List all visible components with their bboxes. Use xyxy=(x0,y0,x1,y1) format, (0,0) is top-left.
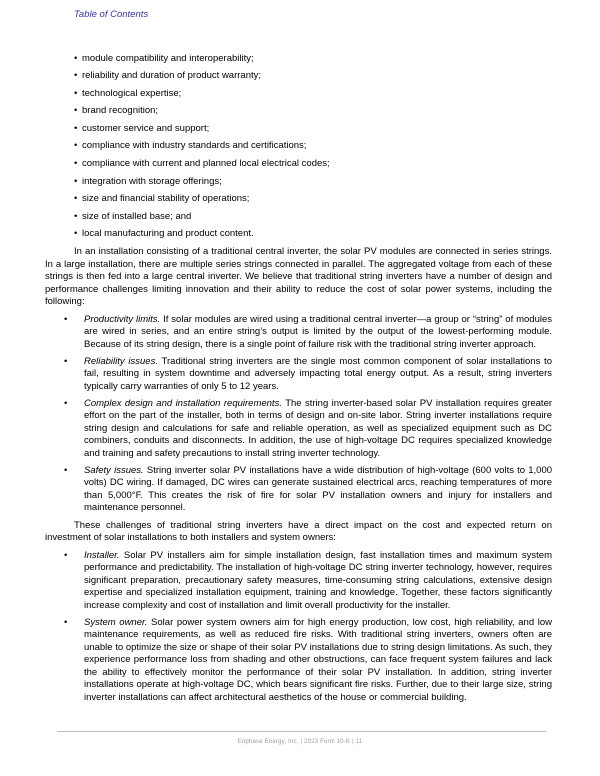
bullet-lead-text: Productivity limits. xyxy=(84,313,161,325)
table-of-contents-link[interactable]: Table of Contents xyxy=(74,9,149,20)
bullet-lead-text: Reliability issues. xyxy=(84,355,158,367)
bullet-body-text: String inverter solar PV installations have a wide distribution of high-voltage (600 volts to 1,000 volts) DC wiring. If damaged, DC wires can generate sustained electrical arcs, reaching temperatures of more than 5,000°F. This creates the risk of fire for solar PV installation owners and injury for installers and maintenance personnel. xyxy=(84,464,553,514)
bullet-lead-text: System owner. xyxy=(84,616,148,628)
bullet-item-text: local manufacturing and product content. xyxy=(82,228,254,240)
bullet-item xyxy=(45,550,552,613)
bullet-item xyxy=(45,228,552,241)
bullet-item-text: module compatibility and interoperability; xyxy=(82,52,254,64)
competitive-factors-list xyxy=(45,53,552,241)
footer-divider xyxy=(57,731,546,732)
bullet-item-text: compliance with industry standards and certifications; xyxy=(82,140,307,152)
bullet-item xyxy=(45,123,552,136)
bullet-item xyxy=(45,398,552,461)
bullet-item-text: size and financial stability of operations; xyxy=(82,193,250,205)
bullet-item-text: compliance with current and planned local electrical codes; xyxy=(82,158,330,170)
bullet-item xyxy=(45,53,552,66)
bullet-item-text: size of installed base; and xyxy=(82,210,192,222)
bullet-body-text: If solar modules are wired using a traditional central inverter—a group or “string” of modules are wired in series, and an entire string’s output is limited by the output of the lowest-performing module. Because of its string design, there is a single point of failure risk with the traditional string inverter approach. xyxy=(84,313,552,350)
bullet-item-text: integration with storage offerings; xyxy=(82,175,222,187)
bullet-lead-text: Complex design and installation requirements. xyxy=(84,397,282,409)
bullet-item xyxy=(45,88,552,101)
bullet-item xyxy=(45,211,552,224)
stakeholders-list xyxy=(45,550,552,705)
bullet-item xyxy=(45,356,552,394)
bullet-item xyxy=(45,465,552,515)
bullet-lead-text: Safety issues. xyxy=(84,464,144,476)
bullet-body-text: Solar PV installers aim for simple installation design, fast installation times and maximum system performance and predictability. The installation of high-voltage DC string inverter technology, however, requires significant preparation, precautionary safety measures, time-consuming string calculations, extensive design expertise and specialized installation equipment, training and knowledge. Together, these factors significantly increase complexity and cost of installation and limit overall productivity for the installer. xyxy=(84,549,552,611)
bullet-item xyxy=(45,176,552,189)
bullet-item xyxy=(45,70,552,83)
bullet-lead-text: Installer. xyxy=(84,549,120,561)
page-content xyxy=(45,9,552,709)
bullet-item-text: brand recognition; xyxy=(82,105,159,117)
bullet-item-text: customer service and support; xyxy=(82,122,210,134)
bullet-body-text: Solar power system owners aim for high energy production, low cost, high reliability, and low maintenance requirements, as well as reduced fire risks. With traditional string inverters, owners often are unable to optimize the size or shape of their solar PV installations due to string design limitations. As such, they experience performance loss from shading and other obstructions, can face frequent system failures and lack the ability to effectively monitor the performance of their solar PV installation. In addition, string inverter installations operate at high-voltage DC, which bears significant fire risks. Further, due to their large size, string inverter installations can affect architectural aesthetics of the house or commercial building. xyxy=(84,616,552,703)
bullet-item xyxy=(45,105,552,118)
bullet-item-text: technological expertise; xyxy=(82,87,182,99)
bullet-item xyxy=(45,193,552,206)
bullet-body-text: Traditional string inverters are the single most common component of solar installations to fail, resulting in system downtime and adversely impacting total energy output. As a result, string inverters typically carry warranties of only 5 to 12 years. xyxy=(84,355,552,392)
paragraph-impact: These challenges of traditional string inverters have a direct impact on the cost and expected return on investment of solar installations to both installers and system owners: xyxy=(45,519,552,544)
challenges-list xyxy=(45,314,552,515)
footer-page-info: Enphase Energy, Inc. | 2023 Form 10-K | 11 xyxy=(237,739,363,745)
bullet-item-text: reliability and duration of product warranty; xyxy=(82,70,262,82)
bullet-item xyxy=(45,314,552,352)
bullet-item xyxy=(45,140,552,153)
bullet-item xyxy=(45,158,552,171)
bullet-body-text: The string inverter-based solar PV installation requires greater effort on the part of the installer, both in terms of design and on-site labor. String inverter installations require string design and calculations for safe and reliable operation, as well as specialized equipment such as DC combiners, conduits and disconnects. In addition, the use of high-voltage DC requires specialized knowledge and training and safety precautions to install string inverter technology. xyxy=(84,397,553,459)
paragraph-central-inverter: In an installation consisting of a traditional central inverter, the solar PV modules are connected in series strings. In a large installation, there are multiple series strings connected in parallel. The aggregated voltage from each of these strings is then fed into a large central inverter. We believe that traditional string inverters have a number of design and performance challenges limiting innovation and their ability to reduce the cost of solar power systems, including the following: xyxy=(45,246,552,308)
bullet-item xyxy=(45,617,552,705)
